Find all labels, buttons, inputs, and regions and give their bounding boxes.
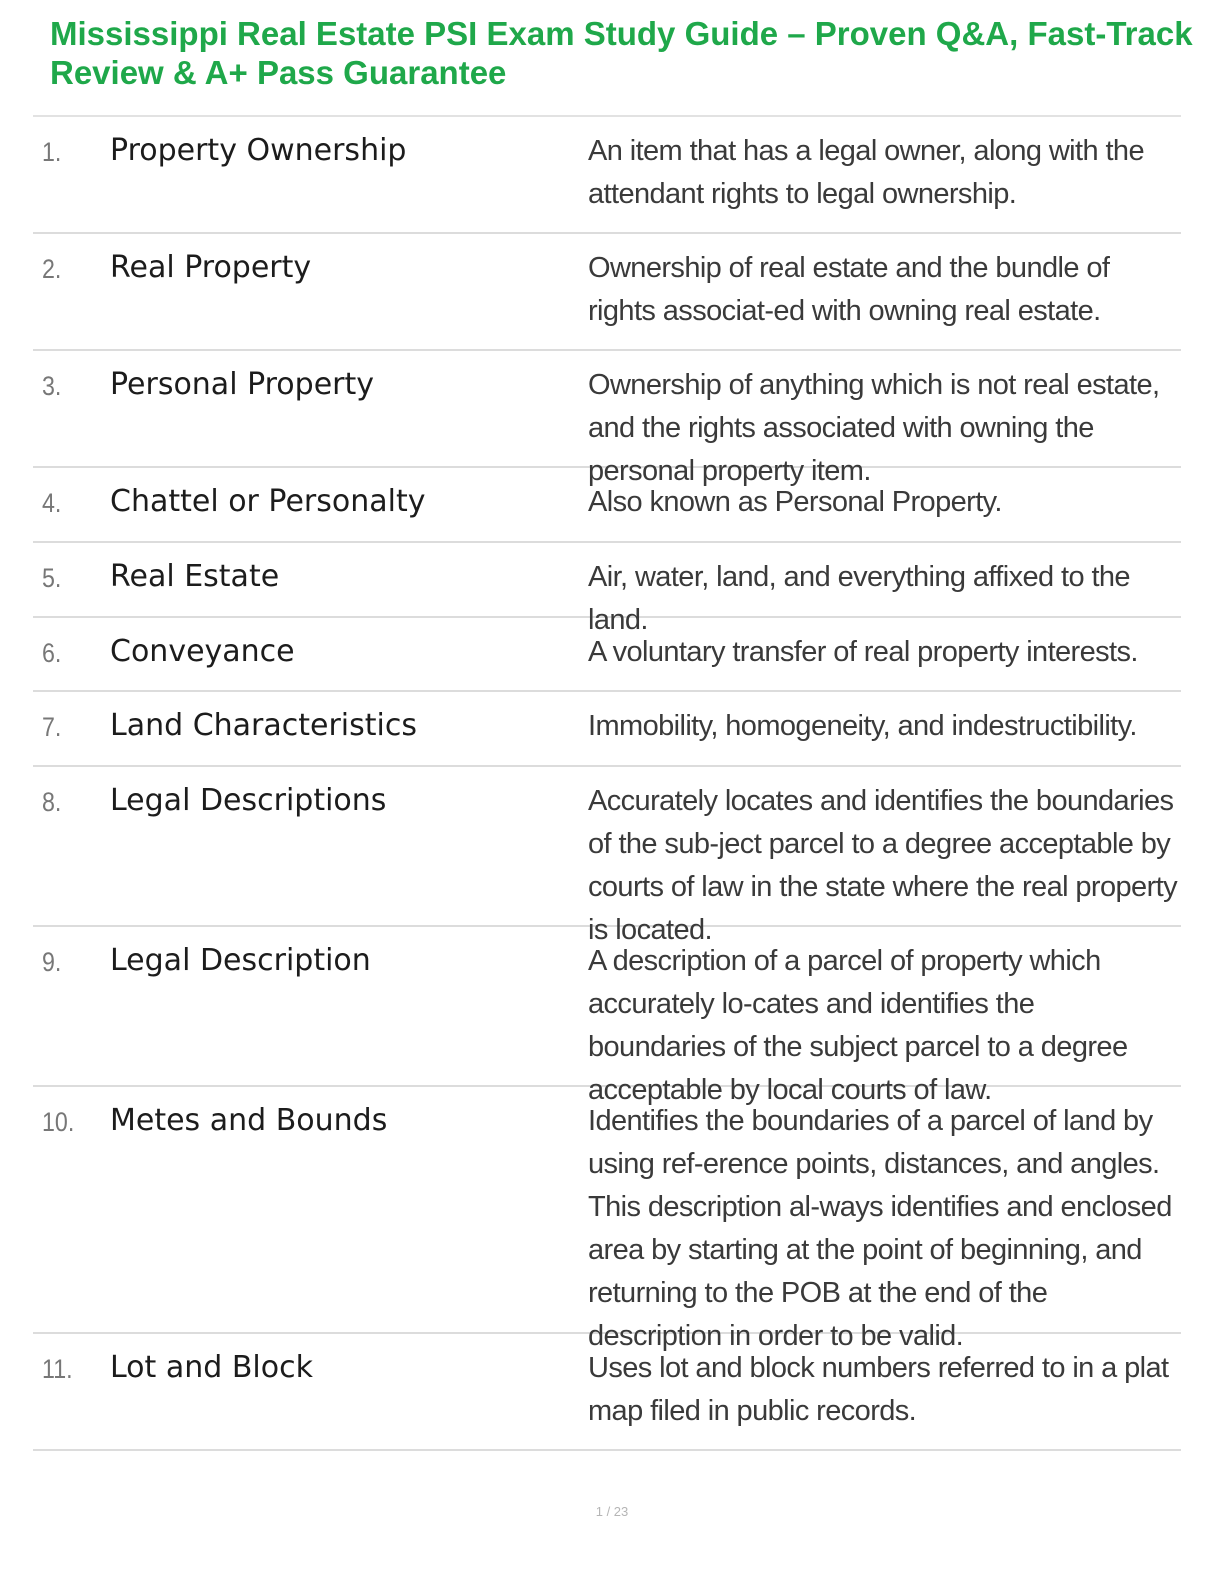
term-row <box>33 618 1181 692</box>
term-number: 1. <box>42 137 62 167</box>
term-definition: Air, water, land, and everything affixed to the land. <box>588 561 1130 636</box>
term-row <box>33 1087 1181 1352</box>
document-title: Mississippi Real Estate PSI Exam Study Guide – Proven Q&A, Fast-Track Review & A+ Pass Guarantee <box>50 15 1193 91</box>
term-number: 2. <box>42 254 62 284</box>
term-number: 5. <box>42 563 62 593</box>
term-row <box>33 117 1181 234</box>
term-name: Lot and Block <box>110 1350 313 1385</box>
term-row <box>33 1334 1181 1451</box>
term-row <box>33 767 1181 946</box>
page-number: 1 / 23 <box>595 1504 629 1519</box>
term-name: Metes and Bounds <box>110 1103 388 1138</box>
term-number: 3. <box>42 371 62 401</box>
term-number: 8. <box>42 787 62 817</box>
term-definition: A voluntary transfer of real property interests. <box>588 636 1138 668</box>
term-name: Chattel or Personalty <box>110 484 426 519</box>
term-number: 9. <box>42 947 62 977</box>
term-definition: An item that has a legal owner, along with the attendant rights to legal ownership. <box>588 135 1144 210</box>
term-row <box>33 234 1181 351</box>
term-name: Legal Description <box>110 943 371 978</box>
term-definition: Ownership of real estate and the bundle of rights associat-ed with owning real estate. <box>588 252 1110 327</box>
term-list <box>33 117 1181 1451</box>
term-row <box>33 468 1181 543</box>
term-definition: Ownership of anything which is not real estate, and the rights associated with owning the personal property item. <box>588 369 1160 487</box>
term-name: Land Characteristics <box>110 708 417 743</box>
term-row <box>33 927 1181 1106</box>
term-number: 7. <box>42 712 62 742</box>
term-name: Legal Descriptions <box>110 783 387 818</box>
term-definition: Identifies the boundaries of a parcel of land by using ref-erence points, distances, and angles. This description al-ways identifies and enclosed area by starting at the point of beginning, and returning to the POB at the end of the description in order to be valid. <box>588 1105 1172 1352</box>
term-definition: Accurately locates and identifies the boundaries of the sub-ject parcel to a degree acceptable by courts of law in the state where the real property is located. <box>588 785 1177 946</box>
term-name: Property Ownership <box>110 133 407 168</box>
term-row <box>33 351 1181 487</box>
term-definition: Also known as Personal Property. <box>588 486 1002 518</box>
term-definition: Uses lot and block numbers referred to in a plat map filed in public records. <box>588 1352 1169 1427</box>
term-row <box>33 692 1181 767</box>
term-name: Real Estate <box>110 559 280 594</box>
term-definition: A description of a parcel of property which accurately lo-cates and identifies the boundaries of the subject parcel to a degree acceptable by local courts of law. <box>588 945 1128 1106</box>
term-name: Personal Property <box>110 367 375 402</box>
term-number: 10. <box>42 1107 75 1137</box>
term-definition: Immobility, homogeneity, and indestructibility. <box>588 710 1137 742</box>
term-number: 4. <box>42 488 62 518</box>
term-name: Real Property <box>110 250 312 285</box>
term-row <box>33 543 1181 636</box>
term-name: Conveyance <box>110 634 295 669</box>
term-number: 11. <box>42 1354 73 1384</box>
term-number: 6. <box>42 638 62 668</box>
